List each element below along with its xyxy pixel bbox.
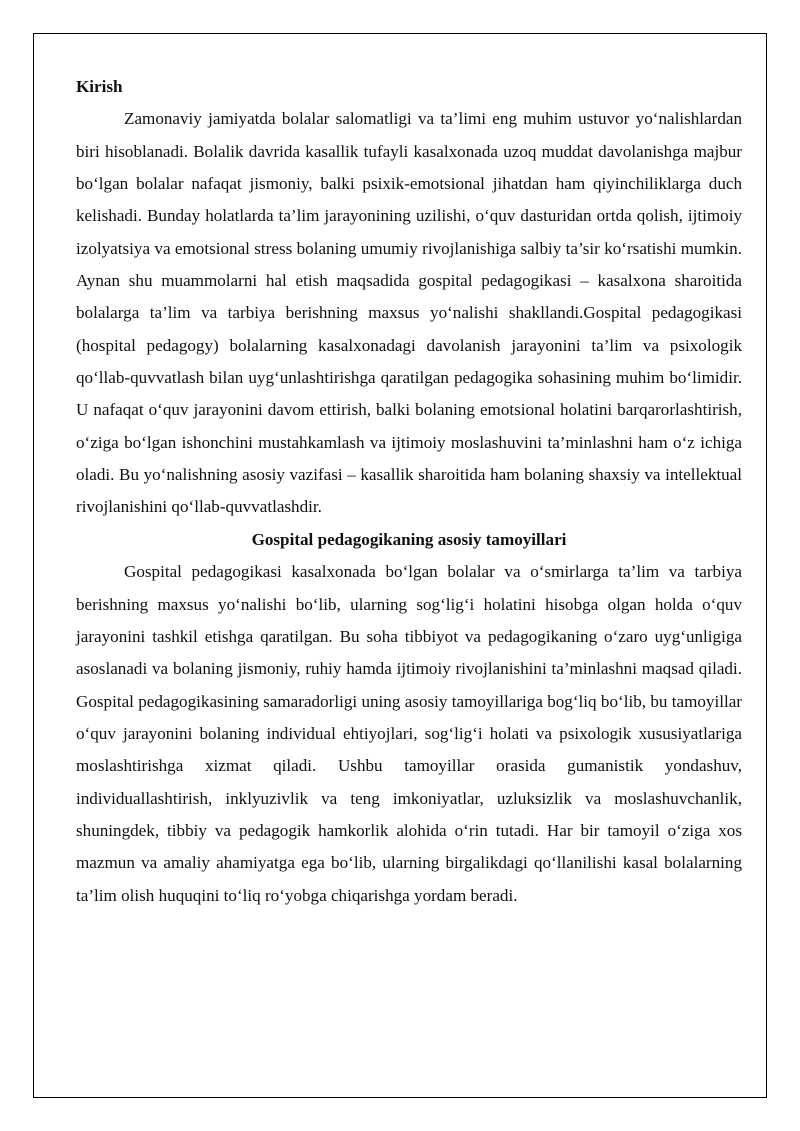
section-heading-intro: Kirish (76, 77, 123, 96)
document-body (76, 71, 742, 912)
section-heading-principles: Gospital pedagogikaning asosiy tamoyillari (251, 529, 567, 549)
paragraph-intro: Zamonaviy jamiyatda bolalar salomatligi va ta’limi eng muhim ustuvor yo‘nalishlardan biri hisoblanadi. Bolalik davrida kasallik tufayli kasalxonada uzoq muddat davolanishga majbur bo‘lgan bolalar nafaqat jismoniy, balki psixik-emotsional jihatdan ham qiyinchiliklarga duch kelishadi. Bunday holatlarda ta’lim jarayonining uzilishi, o‘quv dasturidan ortda qolish, ijtimoiy izolyatsiya va emotsional stress bolaning umumiy rivojlanishiga salbiy ta’sir ko‘rsatishi mumkin. Aynan shu muammolarni hal etish maqsadida gospital pedagogikasi – kasalxona sharoitida bolalarga ta’lim va tarbiya berishning maxsus yo‘nalishi shakllandi.Gospital pedagogikasi (hospital pedagogy) bolalarning kasalxonadagi davolanish jarayonini ta’lim va psixologik qo‘llab-quvvatlash bilan uyg‘unlashtirishga qaratilgan pedagogika sohasining muhim bo‘limidir. U nafaqat o‘quv jarayonini davom ettirish, balki bolaning emotsional holatini barqarorlashtirish, o‘ziga bo‘lgan ishonchini mustahkamlash va ijtimoiy moslashuvini ta’minlashni ham o‘z ichiga oladi. Bu yo‘nalishning asosiy vazifasi – kasallik sharoitida ham bolaning shaxsiy va intellektual rivojlanishini qo‘llab-quvvatlashdir. (76, 109, 742, 517)
paragraph-principles: Gospital pedagogikasi kasalxonada bo‘lgan bolalar va o‘smirlarga ta’lim va tarbiya berishning maxsus yo‘nalishi bo‘lib, ularning sog‘lig‘i holatini hisobga olgan holda o‘quv jarayonini tashkil etishga qaratilgan. Bu soha tibbiyot va pedagogikaning o‘zaro uyg‘unligiga asoslanadi va bolaning jismoniy, ruhiy hamda ijtimoiy rivojlanishini ta’minlashni maqsad qiladi. Gospital pedagogikasining samaradorligi uning asosiy tamoyillariga bog‘liq bo‘lib, bu tamoyillar o‘quv jarayonini bolaning individual ehtiyojlari, sog‘lig‘i holati va psixologik xususiyatlariga moslashtirishga xizmat qiladi. Ushbu tamoyillar orasida gumanistik yondashuv, individuallashtirish, inklyuzivlik va teng imkoniyatlar, uzluksizlik va moslashuvchanlik, shuningdek, tibbiy va pedagogik hamkorlik alohida o‘rin tutadi. Har bir tamoyil o‘ziga xos mazmun va amaliy ahamiyatga ega bo‘lib, ularning birgalikdagi qo‘llanilishi kasal bolalarning ta’lim olish huquqini to‘liq ro‘yobga chiqarishga yordam beradi. (76, 562, 742, 905)
